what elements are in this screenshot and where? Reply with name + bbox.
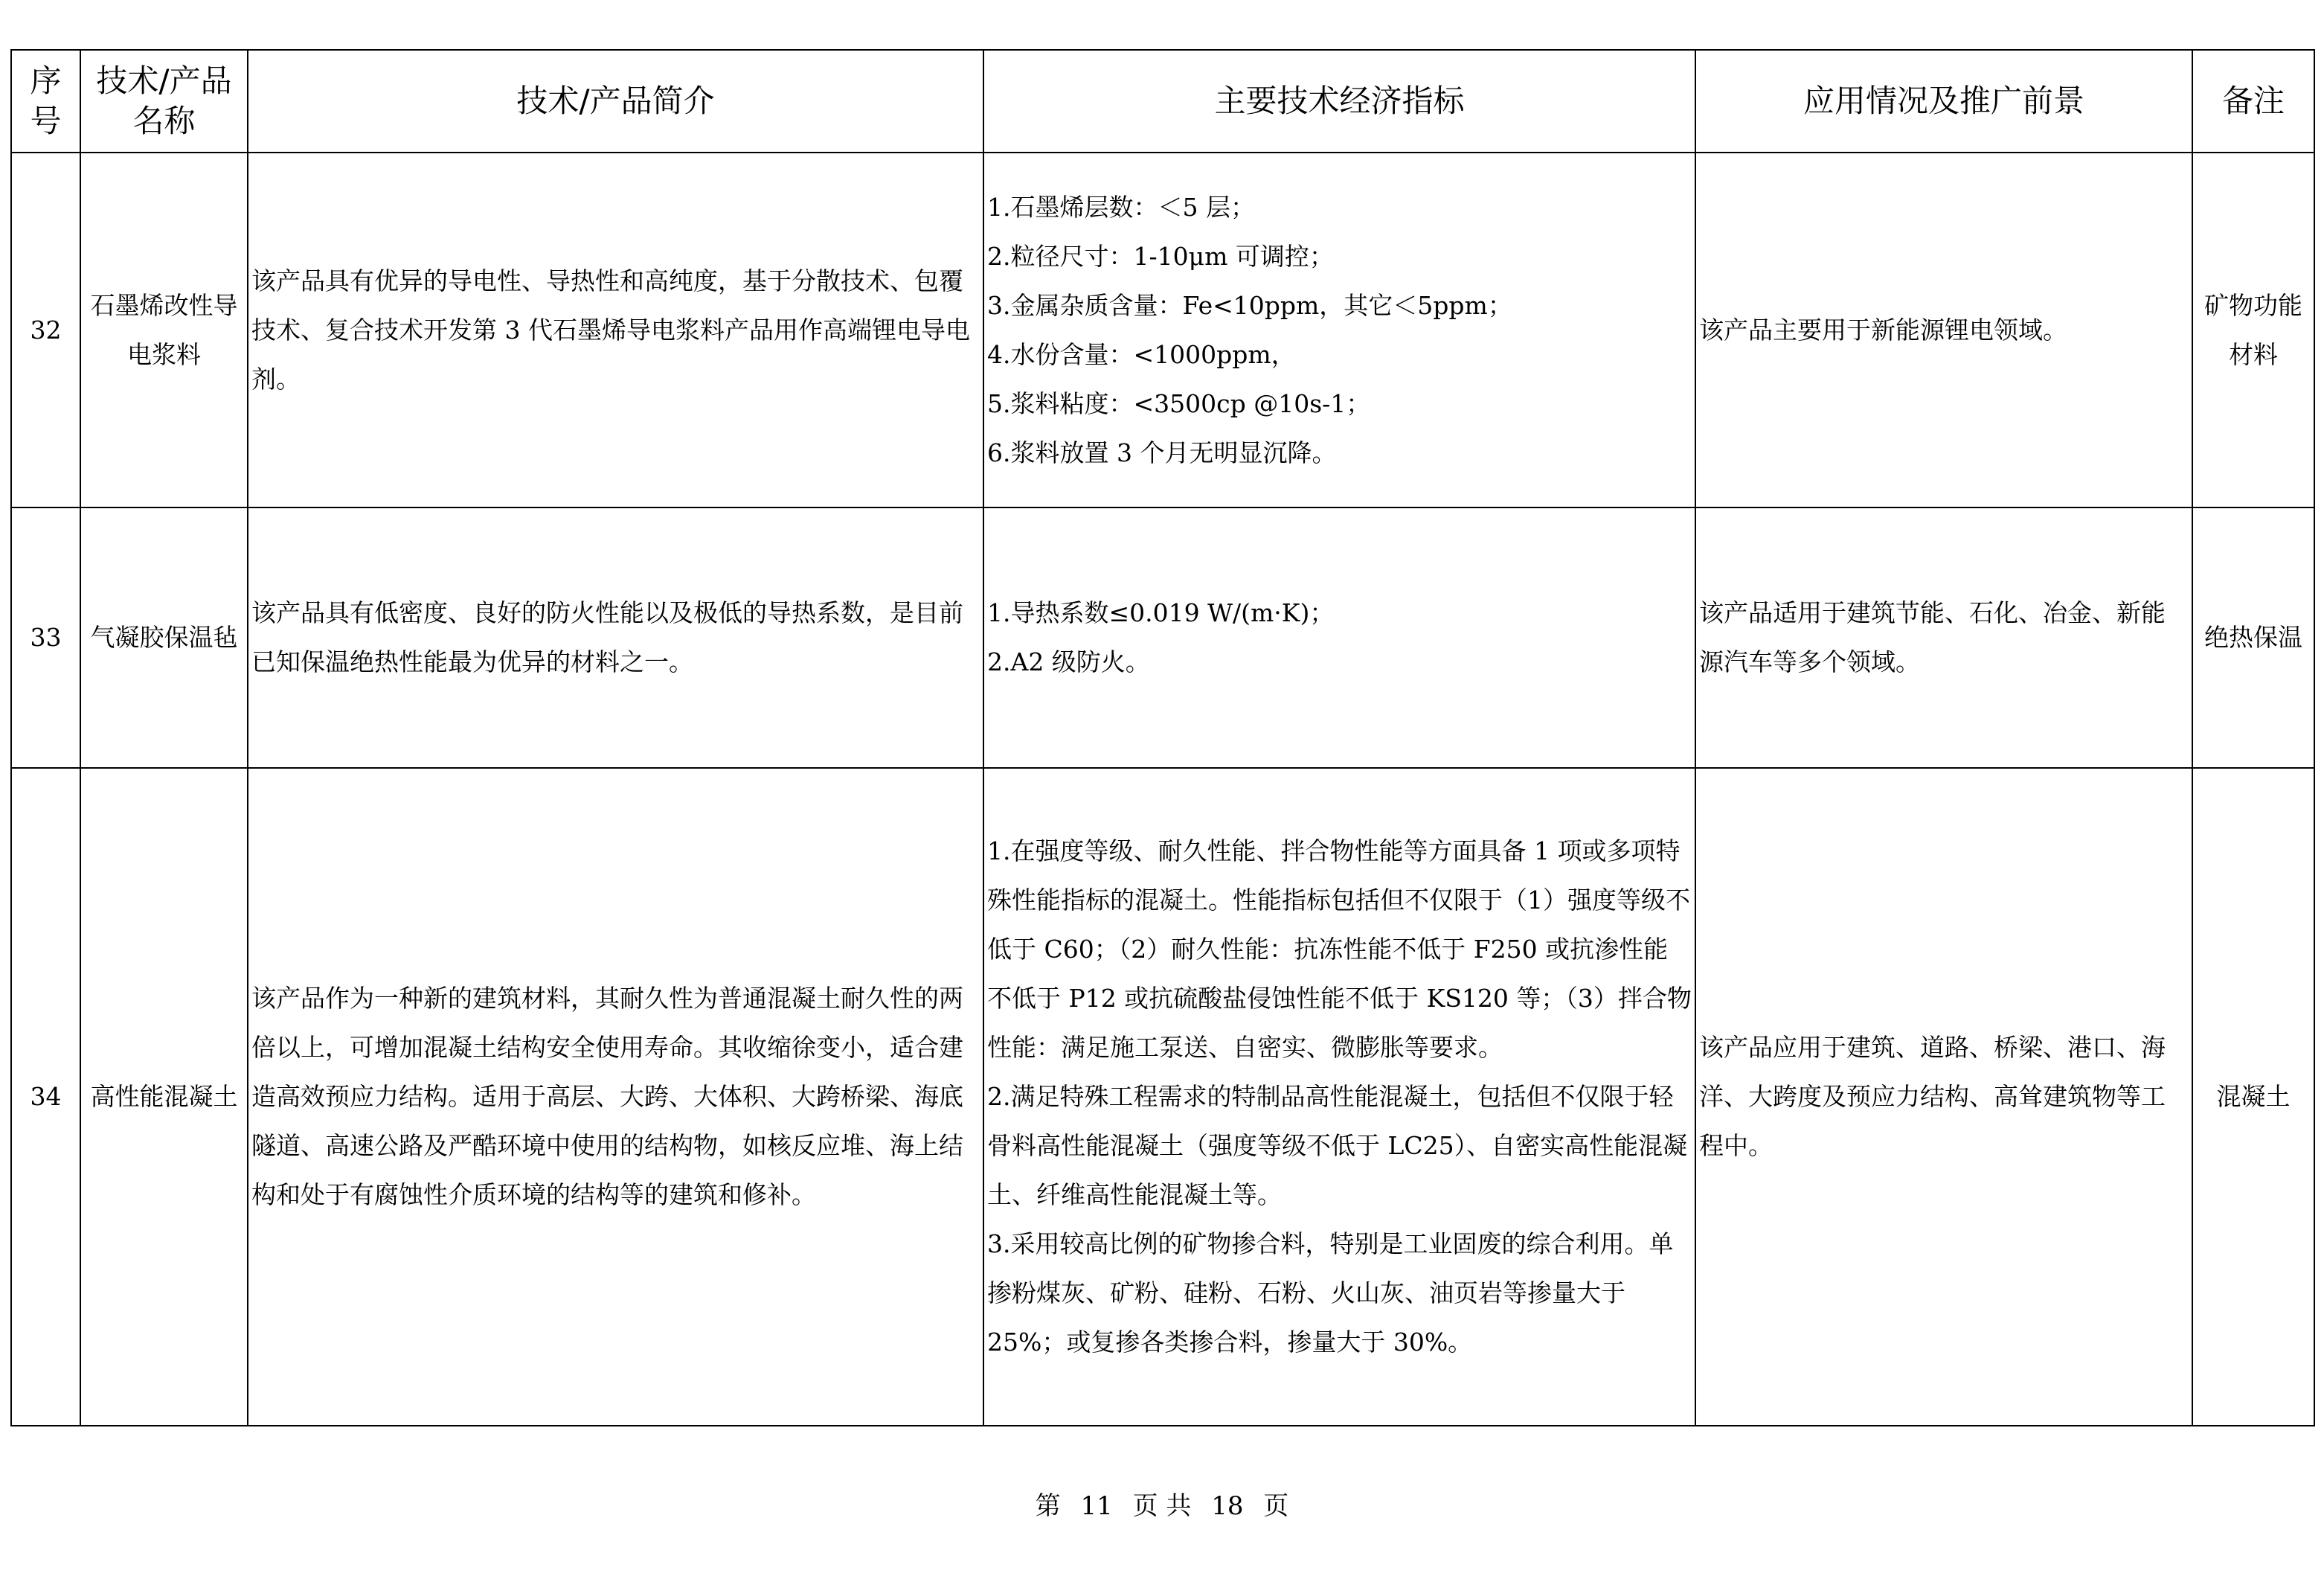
indicator-line: 2.粒径尺寸：1-10μm 可调控； [987,241,1334,271]
row-key-indicators [983,507,1695,768]
indicator-line: 1.石墨烯层数：＜5 层； [987,192,1255,222]
page-footer [0,1491,2324,1521]
page-mid: 页 共 [1132,1491,1192,1521]
table-row [11,768,2314,1426]
indicator-paragraph: 1.在强度等级、耐久性能、拌合物性能等方面具备 1 项或多项特殊性能指标的混凝土。性能指标包括但不仅限于（1）强度等级不低于 C60；（2）耐久性能：抗冻性能不低于 F250 或抗渗性能不低于 P12 或抗硫酸盐侵蚀性能不低于 KS120 等；（3）拌合物性能：满足施工泵送、自密实、微膨胀等要求。 [987,836,1692,1062]
header-application-prospects: 应用情况及推广前景 [1695,50,2192,153]
row-application-prospects: 该产品适用于建筑节能、石化、冶金、新能源汽车等多个领域。 [1695,507,2192,768]
row-key-indicators [983,768,1695,1426]
row-product-name: 高性能混凝土 [80,768,248,1426]
row-product-intro: 该产品作为一种新的建筑材料，其耐久性为普通混凝土耐久性的两倍以上，可增加混凝土结构安全使用寿命。其收缩徐变小，适合建造高效预应力结构。适用于高层、大跨、大体积、大跨桥梁、海底隧道、高速公路及严酷环境中使用的结构物，如核反应堆、海上结构和处于有腐蚀性介质环境的结构等的建筑和修补。 [248,768,983,1426]
header-serial-number: 序号 [11,50,80,153]
header-product-name: 技术/产品名称 [80,50,248,153]
page-suffix: 页 [1263,1491,1289,1521]
indicator-line: 6.浆料放置 3 个月无明显沉降。 [987,438,1337,467]
indicator-line: 4.水份含量：<1000ppm， [987,339,1296,369]
page-total: 18 [1211,1491,1244,1521]
table-row [11,153,2314,507]
header-product-intro: 技术/产品简介 [248,50,983,153]
indicator-line: 1.导热系数≤0.019 W/(m·K)； [987,598,1335,627]
technology-product-table [10,49,2315,1426]
row-product-name: 石墨烯改性导电浆料 [80,153,248,507]
row-remark: 混凝土 [2192,768,2314,1426]
indicator-line: 2.A2 级防火。 [987,647,1150,676]
row-product-intro: 该产品具有低密度、良好的防火性能以及极低的导热系数，是目前已知保温绝热性能最为优异的材料之一。 [248,507,983,768]
row-serial-number: 33 [11,507,80,768]
table-header-row [11,50,2314,153]
indicator-line: 3.金属杂质含量：Fe<10ppm，其它＜5ppm； [987,290,1512,320]
page-prefix: 第 [1035,1491,1061,1521]
indicator-paragraph: 3.采用较高比例的矿物掺合料，特别是工业固废的综合利用。单掺粉煤灰、矿粉、硅粉、石粉、火山灰、油页岩等掺量大于 25%；或复掺各类掺合料，掺量大于 30%。 [987,1229,1674,1357]
row-serial-number: 32 [11,153,80,507]
row-remark: 绝热保温 [2192,507,2314,768]
row-key-indicators [983,153,1695,507]
row-product-intro: 该产品具有优异的导电性、导热性和高纯度，基于分散技术、包覆技术、复合技术开发第 3 代石墨烯导电浆料产品用作高端锂电导电剂。 [248,153,983,507]
page-number: 11 [1080,1491,1113,1521]
row-serial-number: 34 [11,768,80,1426]
table-row [11,507,2314,768]
indicator-paragraph: 2.满足特殊工程需求的特制品高性能混凝土，包括但不仅限于轻骨料高性能混凝土（强度等级不低于 LC25）、自密实高性能混凝土、纤维高性能混凝土等。 [987,1082,1688,1209]
row-application-prospects: 该产品应用于建筑、道路、桥梁、港口、海洋、大跨度及预应力结构、高耸建筑物等工程中。 [1695,768,2192,1426]
row-application-prospects: 该产品主要用于新能源锂电领域。 [1695,153,2192,507]
row-product-name: 气凝胶保温毡 [80,507,248,768]
indicator-line: 5.浆料粘度：<3500cp @10s-1； [987,388,1371,418]
header-remark: 备注 [2192,50,2314,153]
header-key-indicators: 主要技术经济指标 [983,50,1695,153]
row-remark: 矿物功能材料 [2192,153,2314,507]
